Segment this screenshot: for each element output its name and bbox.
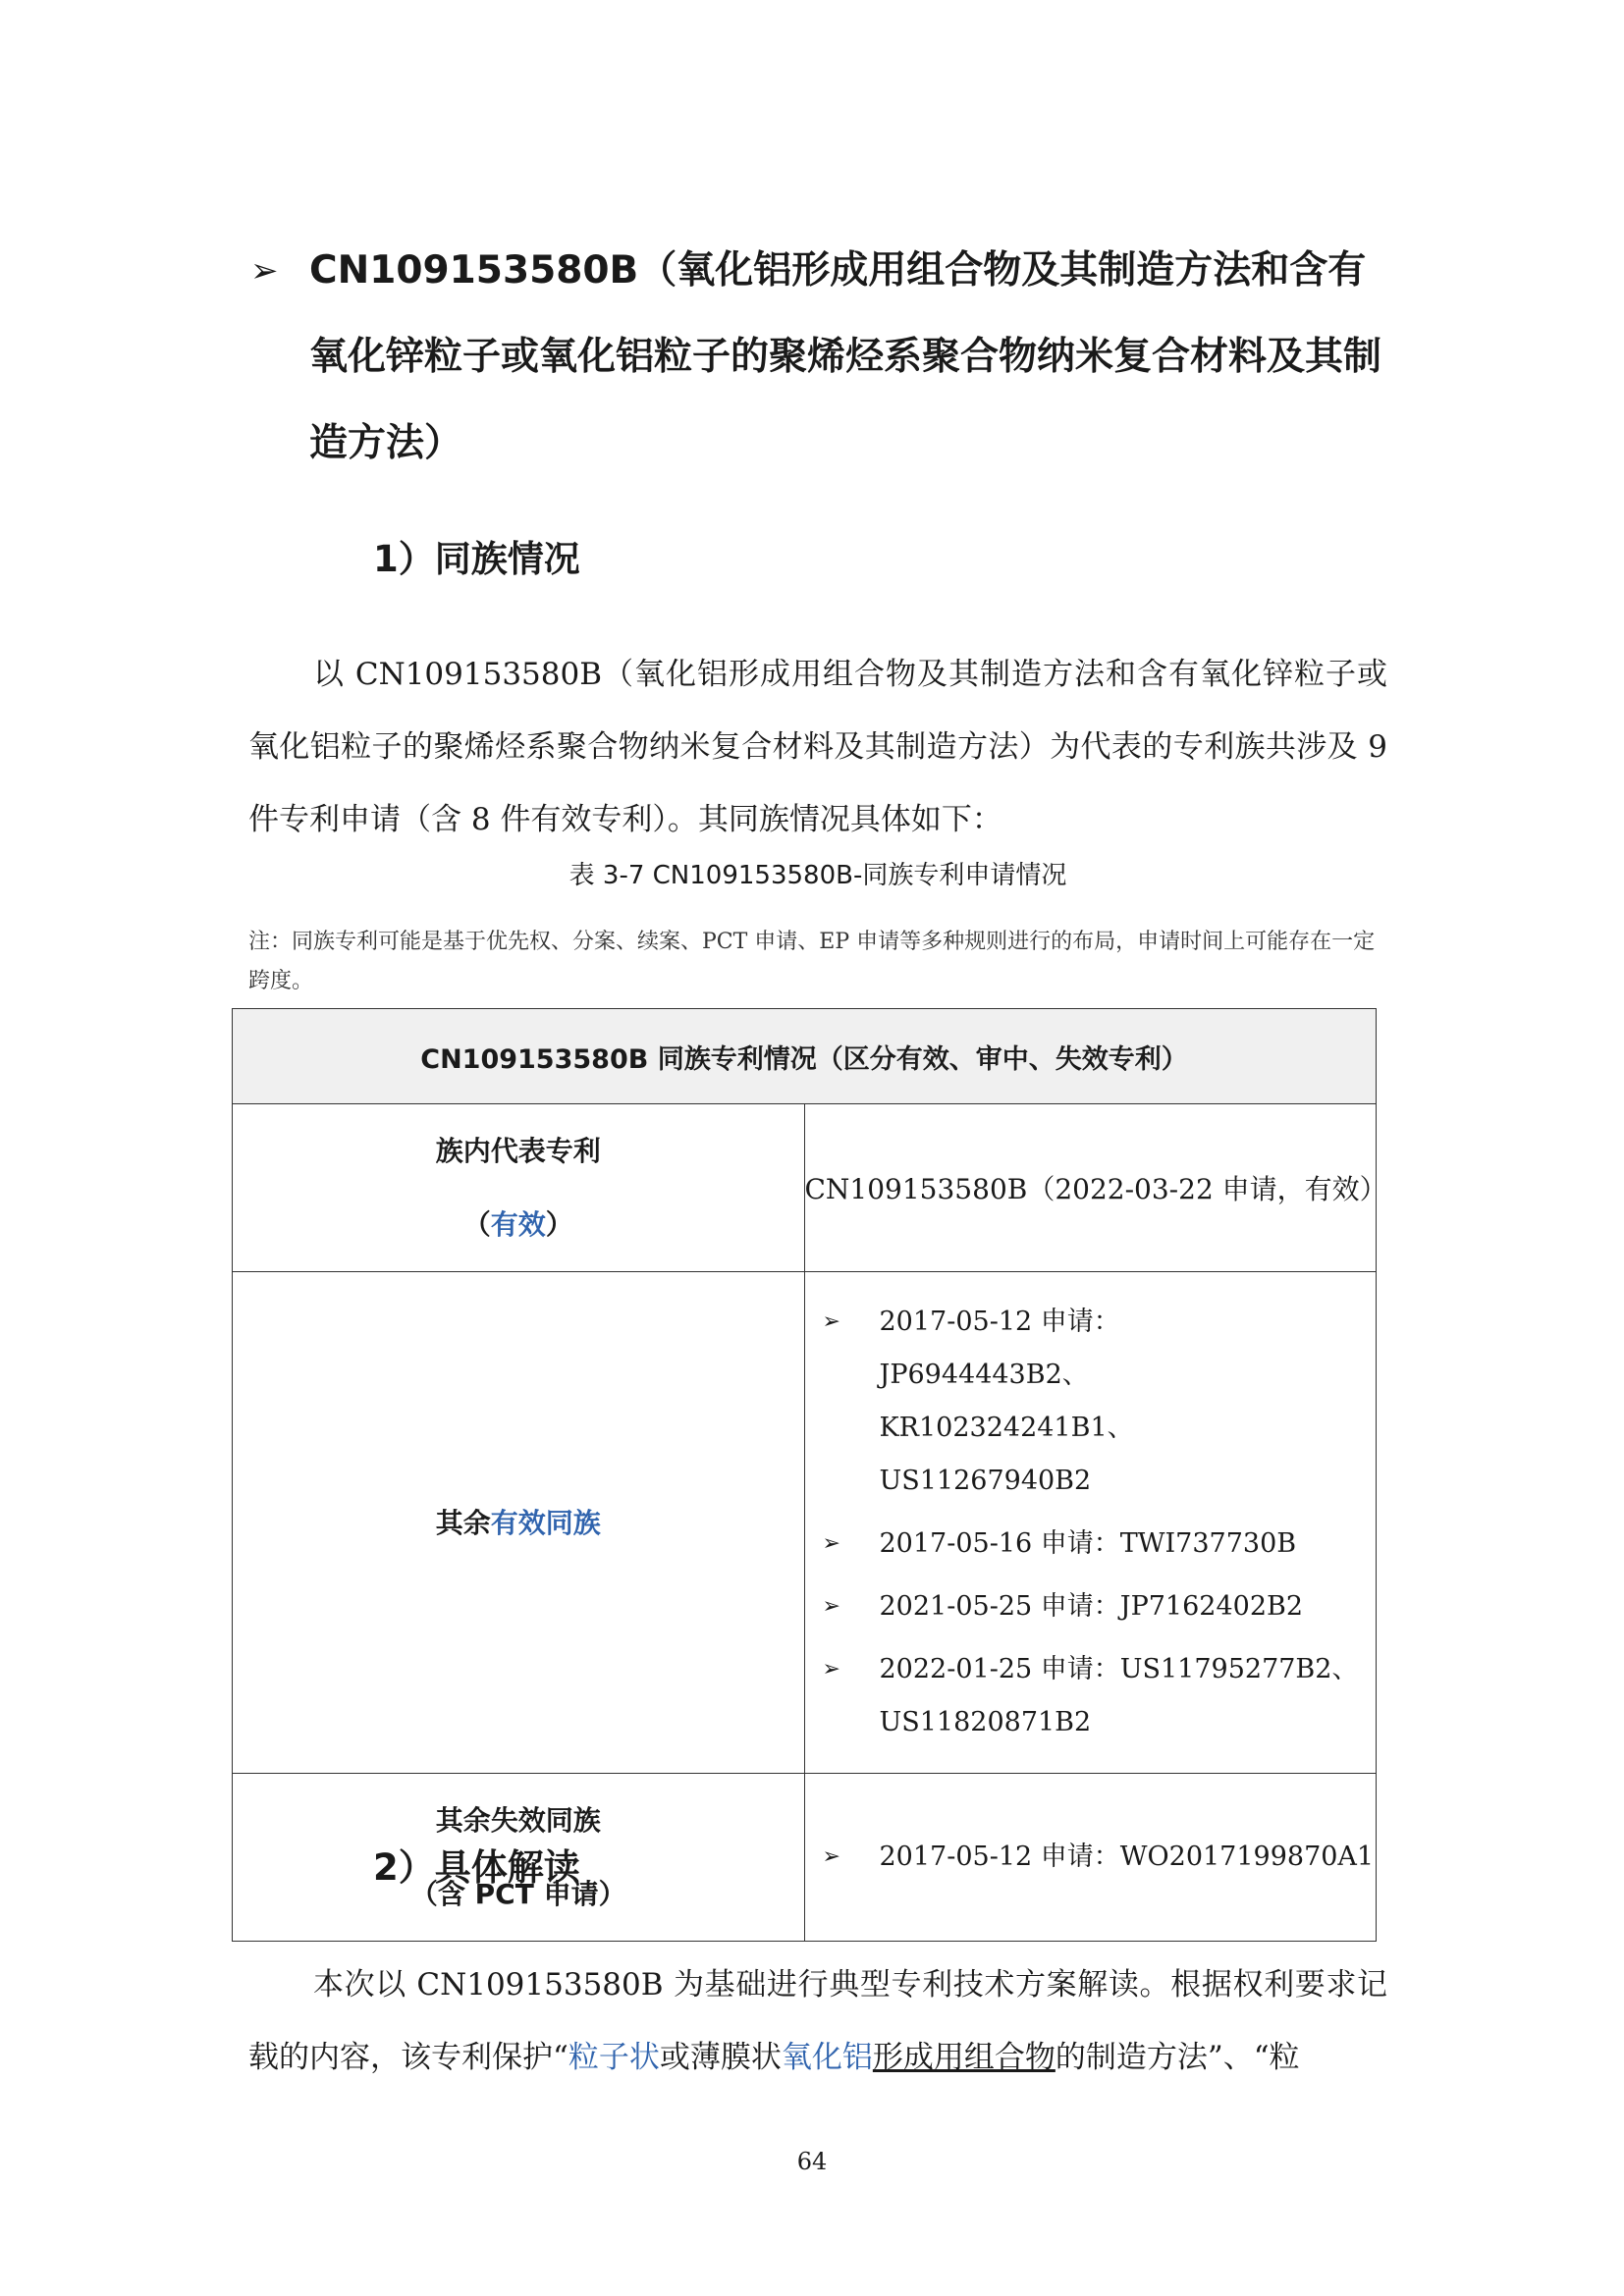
list-item: ➢ 2022-01-25 申请：US11795277B2、US11820871B2	[805, 1643, 1377, 1749]
list-item: ➢ 2017-05-16 申请：TWI737730B	[805, 1518, 1377, 1571]
table-row-valid	[233, 1272, 1377, 1774]
rep-label-line1: 族内代表专利	[435, 1135, 601, 1167]
valid-label: 其余有效同族	[233, 1272, 805, 1774]
rep-label	[233, 1104, 805, 1272]
heading-text: CN109153580B（氧化铝形成用组合物及其制造方法和含有氧化锌粒子或氧化铝粒子的聚烯烃系聚合物纳米复合材料及其制造方法）	[309, 248, 1382, 465]
table-header-row	[233, 1009, 1377, 1104]
page-number: 64	[796, 2148, 828, 2175]
highlight-term: 氧化铝	[781, 2040, 873, 2075]
family-table	[232, 1008, 1387, 1942]
list-item: ➢ 2021-05-25 申请：JP7162402B2	[805, 1580, 1377, 1633]
arrow-bullet-icon: ➢	[822, 1844, 840, 1869]
table-header: CN109153580B 同族专利情况（区分有效、审中、失效专利）	[233, 1009, 1377, 1104]
table-caption: 表 3-7 CN109153580B-同族专利申请情况	[568, 861, 1067, 890]
arrow-bullet-icon: ➢	[822, 1309, 840, 1334]
table-row-representative	[233, 1104, 1377, 1272]
rep-value: CN109153580B（2022-03-22 申请，有效）	[804, 1104, 1377, 1272]
invalid-list	[804, 1774, 1377, 1942]
highlight-term: 粒子状	[568, 2040, 660, 2075]
valid-label-highlight: 有效同族	[490, 1506, 601, 1539]
section1-title: 1）同族情况	[373, 538, 580, 580]
section2-title: 2）具体解读	[373, 1846, 580, 1889]
table-note: 注：同族专利可能是基于优先权、分案、续案、PCT 申请、EP 申请等多种规则进行的布局，申请时间上可能存在一定跨度。	[248, 930, 1376, 993]
section2-paragraph: 本次以 CN109153580B 为基础进行典型专利技术方案解读。根据权利要求记载的内容，该专利保护“粒子状或薄膜状氧化铝形成用组合物的制造方法”、“粒	[248, 1967, 1387, 2075]
rep-label-line2: （有效）	[462, 1208, 573, 1241]
arrow-bullet-icon: ➢	[822, 1594, 840, 1619]
section1-paragraph: 以 CN109153580B（氧化铝形成用组合物及其制造方法和含有氧化锌粒子或氧化铝粒子的聚烯烃系聚合物纳米复合材料及其制造方法）为代表的专利族共涉及 9 件专利申请（含 8 件有效专利）。其同族情况具体如下：	[248, 657, 1387, 837]
heading-bullet-icon: ➢	[250, 251, 279, 291]
underlined-term: 形成用组合物	[872, 2040, 1056, 2075]
list-item: ➢ 2017-05-12 申请：JP6944443B2、KR102324241B1、US11267940B2	[805, 1296, 1377, 1508]
rep-status: 有效	[490, 1208, 546, 1241]
invalid-label: 其余失效同族 （含 PCT 申请）	[233, 1774, 805, 1942]
list-item: ➢ 2017-05-12 申请：WO2017199870A1	[805, 1831, 1377, 1884]
arrow-bullet-icon: ➢	[822, 1657, 840, 1682]
valid-list	[804, 1272, 1377, 1774]
main-heading	[250, 228, 1394, 487]
arrow-bullet-icon: ➢	[822, 1531, 840, 1556]
